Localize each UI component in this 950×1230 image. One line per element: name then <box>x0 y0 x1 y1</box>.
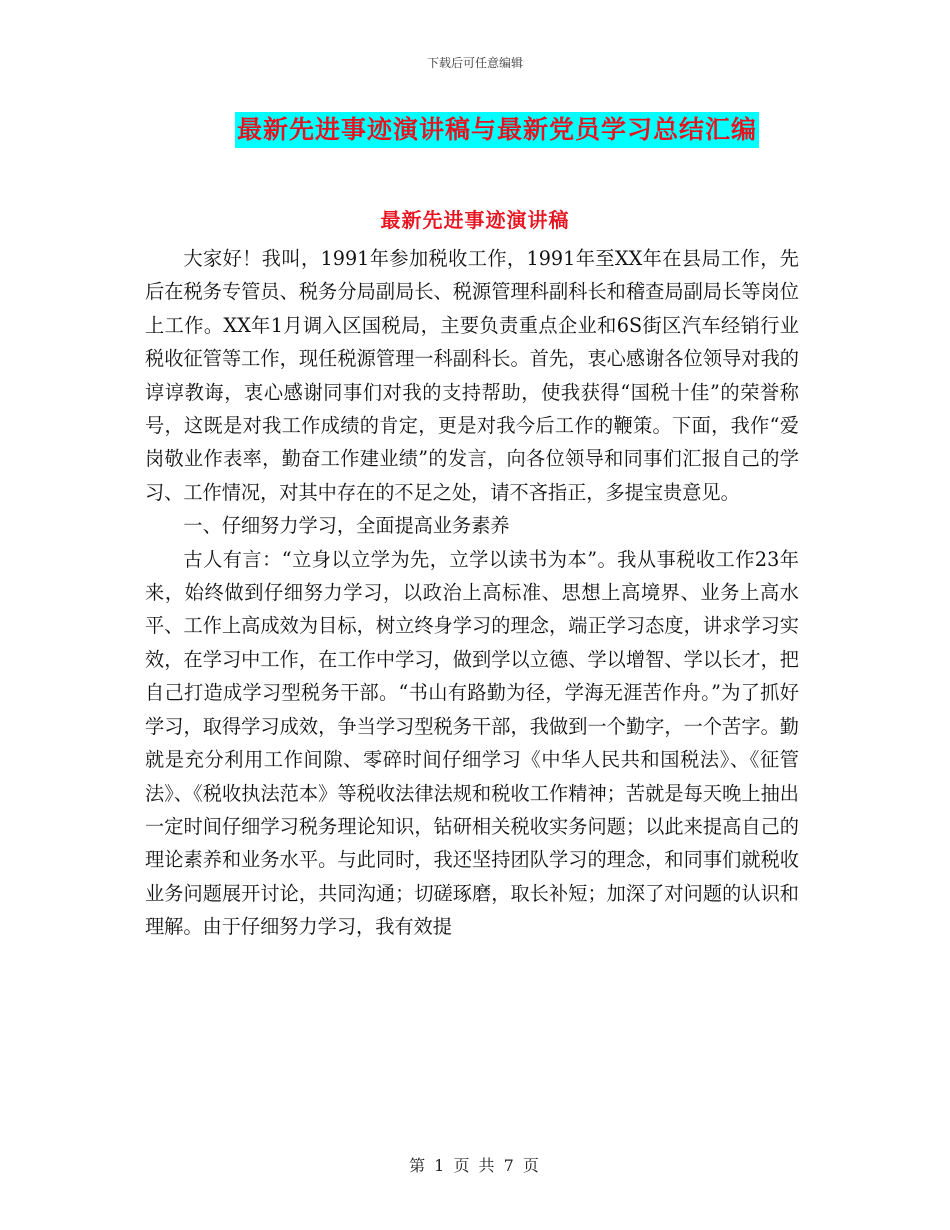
paragraph: 古人有言：“立身以立学为先，立学以读书为本”。我从事税收工作23年来，始终做到仔细努力学习，以政治上高标准、思想上高境界、业务上高水平、工作上高成效为目标，树立终身学习的理念，端正学习态度，讲求学习实效，在学习中工作，在工作中学习，做到学以立德、学以增智、学以长才，把自己打造成学习型税务干部。“书山有路勤为径，学海无涯苦作舟。”为了抓好学习，取得学习成效，争当学习型税务干部，我做到一个勤字，一个苦字。勤就是充分利用工作间隙、零碎时间仔细学习《中华人民共和国税法》、《征管法》、《税收执法范本》等税收法律法规和税收工作精神；苦就是每天晚上抽出一定时间仔细学习税务理论知识，钻研相关税收实务问题；以此来提高自己的理论素养和业务水平。与此同时，我还坚持团队学习的理念，和同事们就税收业务问题展开讨论，共同沟通；切磋琢磨，取长补短；加深了对问题的认识和理解。由于仔细努力学习，我有效提 <box>145 547 799 939</box>
paragraph-heading: 一、仔细努力学习，全面提高业务素养 <box>183 514 510 538</box>
body-text <box>145 242 799 944</box>
page-indicator: 第 1 页 共 7 页 <box>409 1156 541 1175</box>
section-title: 最新先进事迹演讲稿 <box>380 208 570 232</box>
document-title <box>22 112 950 148</box>
paragraph: 大家好！我叫，1991年参加税收工作，1991年至XX年在县局工作，先后在税务专管员、税务分局副局长、税源管理科副科长和稽查局副局长等岗位上工作。XX年1月调入区国税局，主要负责重点企业和6S街区汽车经销行业税收征管等工作，现任税源管理一科副科长。首先，衷心感谢各位领导对我的谆谆教诲，衷心感谢同事们对我的支持帮助，使我获得“国税十佳”的荣誉称号，这既是对我工作成绩的肯定，更是对我今后工作的鞭策。下面，我作“爱岗敬业作表率，勤奋工作建业绩”的发言，向各位领导和同事们汇报自己的学习、工作情况，对其中存在的不足之处，请不吝指正，多提宝贵意见。 <box>145 247 799 504</box>
document-title-text: 最新先进事迹演讲稿与最新党员学习总结汇编 <box>235 112 759 148</box>
header-note: 下载后可任意编辑 <box>426 56 523 70</box>
